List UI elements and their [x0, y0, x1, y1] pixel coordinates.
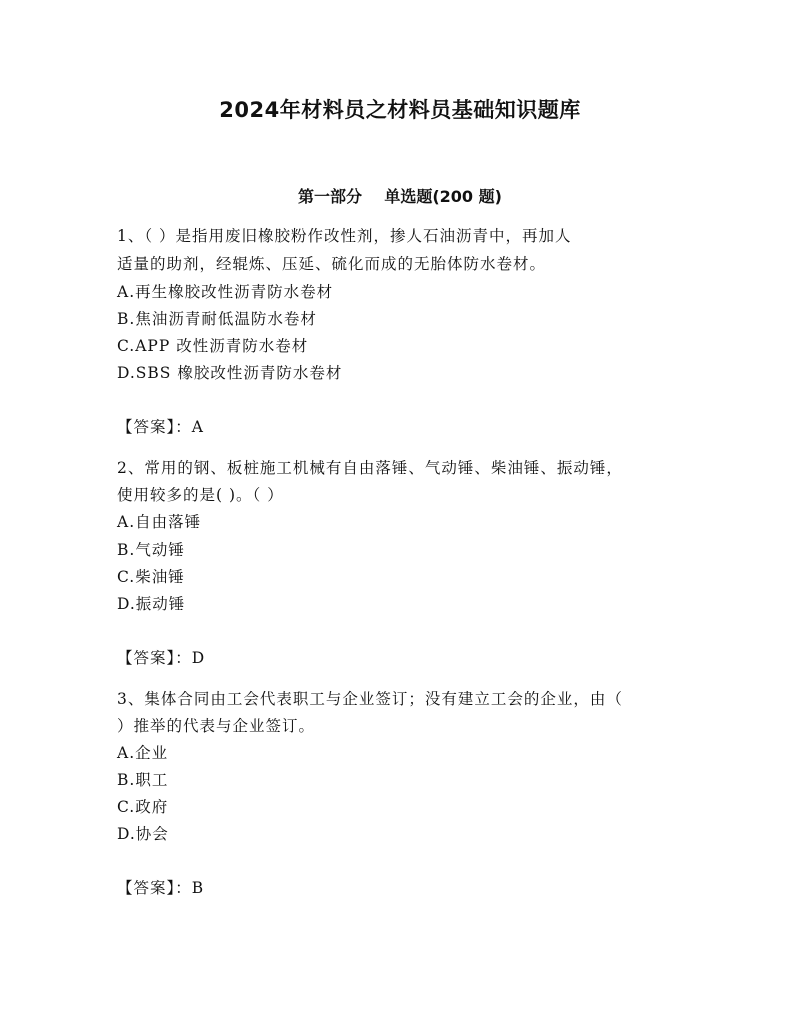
question-2-stem-line-2: 使用较多的是( )。（ ） — [117, 486, 284, 504]
answer-value: A — [191, 418, 203, 436]
answer-label: 【答案】： — [117, 418, 192, 436]
question-2-option-d: D.振动锤 — [117, 595, 186, 613]
question-3-stem-line-1: 3、集体合同由工会代表职工与企业签订；没有建立工会的企业，由（ — [117, 690, 623, 708]
question-1-stem-line-1: 1、（ ）是指用废旧橡胶粉作改性剂，掺人石油沥青中，再加人 — [117, 227, 572, 245]
question-3-option-c: C.政府 — [117, 798, 169, 816]
question-3-option-d: D.协会 — [117, 825, 169, 843]
question-2-option-c: C.柴油锤 — [117, 568, 185, 586]
question-1-answer — [117, 417, 203, 437]
section-title: 第一部分 单选题(200 题) — [298, 187, 502, 206]
question-1-option-b: B.焦油沥青耐低温防水卷材 — [117, 310, 317, 328]
question-2-answer — [117, 648, 204, 668]
question-3-answer — [117, 878, 203, 898]
question-1-stem-line-2: 适量的助剂，经辊炼、压延、硫化而成的无胎体防水卷材。 — [117, 255, 547, 273]
question-2-stem-line-1: 2、常用的钢、板桩施工机械有自由落锤、气动锤、柴油锤、振动锤， — [117, 459, 623, 477]
answer-label: 【答案】： — [117, 879, 192, 897]
question-1-option-d: D.SBS 橡胶改性沥青防水卷材 — [117, 364, 343, 382]
question-2-option-b: B.气动锤 — [117, 541, 185, 559]
answer-value: B — [191, 879, 204, 897]
answer-value: D — [191, 649, 205, 667]
question-1-option-c: C.APP 改性沥青防水卷材 — [117, 337, 309, 355]
question-1-option-a: A.再生橡胶改性沥青防水卷材 — [117, 283, 334, 301]
question-3-option-b: B.职工 — [117, 771, 169, 789]
answer-label: 【答案】： — [117, 649, 192, 667]
question-3-option-a: A.企业 — [117, 744, 169, 762]
question-3-stem-line-2: ）推举的代表与企业签订。 — [117, 717, 316, 735]
question-2-option-a: A.自由落锤 — [117, 513, 202, 531]
document-title: 2024年材料员之材料员基础知识题库 — [219, 98, 581, 122]
